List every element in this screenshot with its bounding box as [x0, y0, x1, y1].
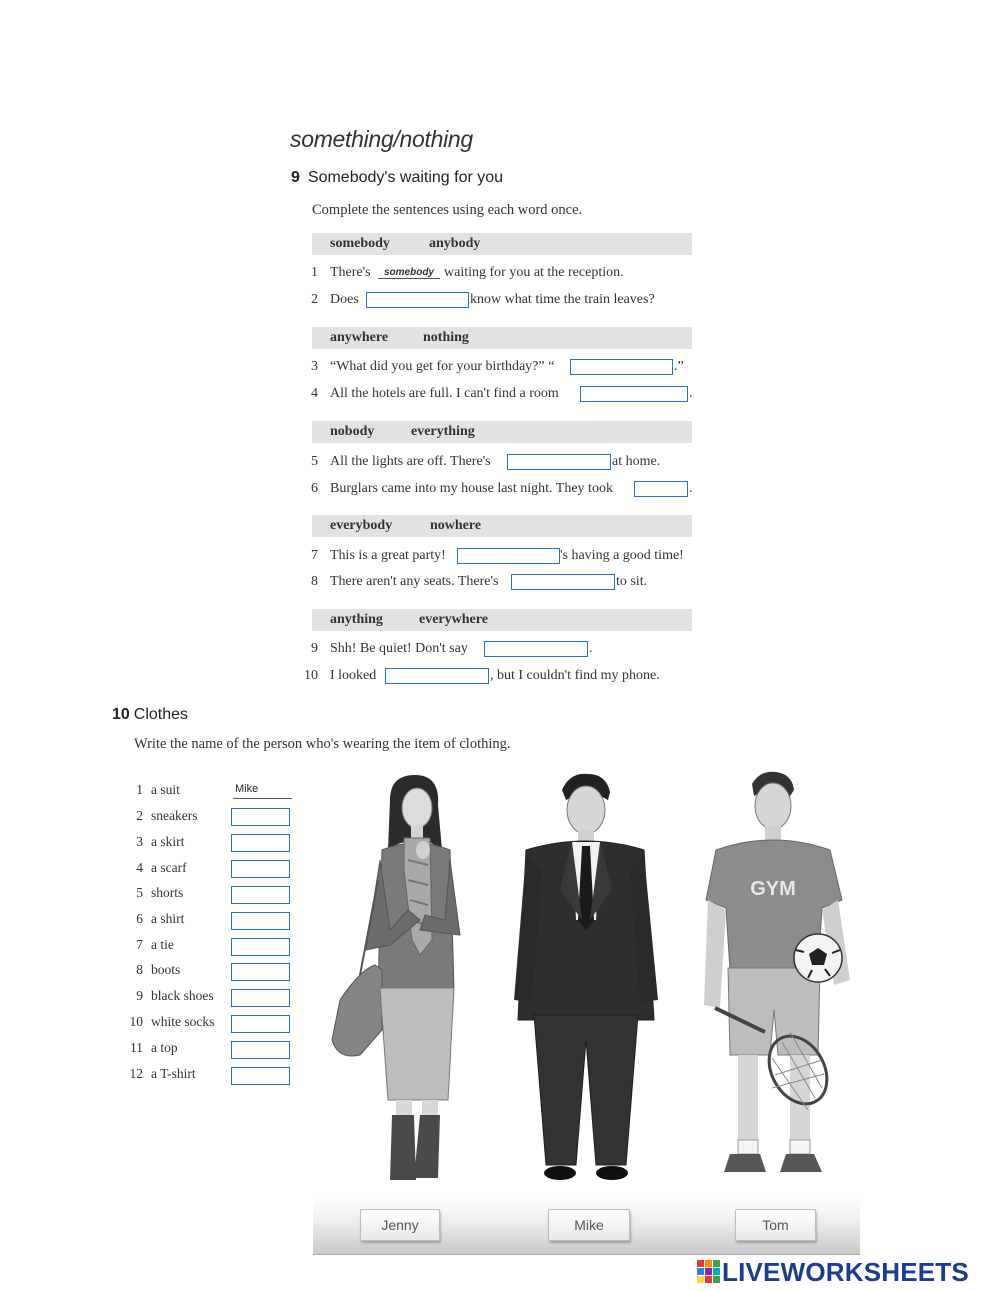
item-label: boots: [151, 962, 181, 977]
item-label: a shirt: [151, 911, 185, 926]
clothing-answer-4[interactable]: [231, 860, 290, 878]
logo-square-icon: [697, 1276, 704, 1283]
logo-square-icon: [705, 1268, 712, 1275]
clothing-answer-3[interactable]: [231, 834, 290, 852]
sentence-text: waiting for you at the reception.: [444, 265, 624, 280]
item-number: 6: [136, 911, 143, 926]
item-label: a scarf: [151, 860, 187, 875]
sentence-text: .: [689, 386, 693, 401]
sentence-number: 10: [304, 668, 318, 683]
clothing-item-2: [125, 808, 197, 824]
sentence-text: All the lights are off. There's: [330, 454, 491, 469]
brand-name: LIVEWORKSHEETS: [722, 1257, 969, 1287]
logo-square-icon: [713, 1276, 720, 1283]
exercise-10-title: Clothes: [133, 706, 189, 723]
sample-answer-mike: Mike: [233, 783, 292, 799]
item-number: 10: [129, 1014, 143, 1029]
sentence-text: .: [589, 641, 593, 656]
sentence-number: 5: [311, 454, 318, 469]
clothing-item-8: [125, 962, 180, 978]
clothing-answer-9[interactable]: [231, 989, 290, 1007]
exercise-9-instruction: Complete the sentences using each word once.: [312, 202, 583, 218]
logo-square-icon: [697, 1268, 704, 1275]
answer-input-8[interactable]: [511, 574, 615, 590]
sentence-text: All the hotels are full. I can't find a room: [330, 386, 559, 401]
sentence-4: [298, 386, 698, 406]
sentence-text: at home.: [612, 454, 661, 469]
answer-input-10[interactable]: [385, 668, 489, 684]
sentence-number: 1: [311, 265, 318, 280]
clothing-item-5: [125, 885, 183, 901]
item-number: 1: [136, 782, 143, 797]
item-label: black shoes: [151, 988, 214, 1003]
answer-input-6[interactable]: [634, 481, 688, 497]
item-number: 2: [136, 808, 143, 823]
sentence-number: 9: [311, 641, 318, 656]
item-label: shorts: [151, 885, 184, 900]
answer-input-5[interactable]: [507, 454, 611, 470]
clothing-item-3: [125, 834, 184, 850]
answer-input-2[interactable]: [366, 292, 469, 308]
name-card-jenny[interactable]: Jenny: [360, 1209, 440, 1241]
item-label: sneakers: [151, 808, 198, 823]
item-number: 9: [136, 988, 143, 1003]
sentence-number: 7: [311, 548, 318, 563]
sentence-7: [298, 548, 698, 568]
logo-square-icon: [697, 1260, 704, 1267]
sentence-text: Shh! Be quiet! Don't say: [330, 641, 468, 656]
sentence-1: [298, 265, 698, 285]
name-card-mike[interactable]: Mike: [548, 1209, 630, 1241]
sentence-3: [298, 359, 698, 379]
exercise-9-title: Somebody's waiting for you: [307, 169, 504, 186]
sentence-text: “What did you get for your birthday?” “: [330, 359, 555, 374]
sentence-text: Burglars came into my house last night. They took: [330, 481, 613, 496]
item-number: 11: [130, 1040, 143, 1055]
sentence-number: 6: [311, 481, 318, 496]
clothing-item-1: [125, 782, 180, 798]
word-bar-1: [312, 233, 692, 255]
item-number: 7: [136, 937, 143, 952]
word-option: anywhere: [330, 330, 389, 345]
sentence-text: There aren't any seats. There's: [330, 574, 499, 589]
word-bar-4: [312, 515, 692, 537]
name-card-tom[interactable]: Tom: [735, 1209, 816, 1241]
sentence-8: [298, 574, 698, 594]
clothing-item-11: [125, 1040, 178, 1056]
sentence-number: 4: [311, 386, 318, 401]
word-bar-5: [312, 609, 692, 631]
clothing-answer-7[interactable]: [231, 938, 290, 956]
clothing-item-9: [125, 988, 214, 1004]
word-option: nothing: [423, 330, 469, 345]
mike-figure: [514, 774, 658, 1180]
sentence-number: 2: [311, 292, 318, 307]
item-label: a tie: [151, 937, 174, 952]
sentence-text: Does: [330, 292, 359, 307]
exercise-10-heading: [112, 706, 188, 724]
sentence-5: [298, 454, 698, 474]
item-label: a top: [151, 1040, 178, 1055]
answer-input-3[interactable]: [570, 359, 673, 375]
sentence-text: .”: [674, 359, 684, 374]
answer-input-9[interactable]: [484, 641, 588, 657]
clothing-item-7: [125, 937, 174, 953]
item-label: a T-shirt: [151, 1066, 196, 1081]
exercise-10-instruction: Write the name of the person who's wearing the item of clothing.: [134, 736, 511, 752]
word-option: everything: [411, 424, 475, 439]
clothing-item-12: [125, 1066, 196, 1082]
logo-square-icon: [705, 1260, 712, 1267]
logo-square-icon: [713, 1268, 720, 1275]
word-option: everybody: [330, 518, 393, 533]
word-option: anything: [330, 612, 383, 627]
jenny-figure: [332, 775, 460, 1180]
sentence-text: I looked: [330, 668, 377, 683]
item-label: white socks: [151, 1014, 215, 1029]
logo-square-icon: [713, 1260, 720, 1267]
sentence-text: to sit.: [616, 574, 648, 589]
sentence-9: [298, 641, 698, 661]
sentence-text: 's having a good time!: [560, 548, 684, 563]
item-label: a skirt: [151, 834, 185, 849]
sentence-2: [298, 292, 698, 312]
word-option: nobody: [330, 424, 375, 439]
item-number: 12: [129, 1066, 143, 1081]
item-number: 3: [136, 834, 143, 849]
people-illustration: [320, 770, 860, 1190]
section-title: something/nothing: [290, 126, 473, 152]
clothing-answer-8[interactable]: [231, 963, 290, 981]
word-bar-2: [312, 327, 692, 349]
clothing-answer-5[interactable]: [231, 886, 290, 904]
sentence-number: 8: [311, 574, 318, 589]
sentence-10: [298, 668, 698, 688]
clothing-answer-12[interactable]: [231, 1067, 290, 1085]
sentence-text: , but I couldn't find my phone.: [490, 668, 660, 683]
word-option: nowhere: [430, 518, 482, 533]
sentence-number: 3: [311, 359, 318, 374]
sentence-text: .: [689, 481, 693, 496]
word-bar-3: [312, 421, 692, 443]
sample-answer: somebody: [378, 267, 440, 279]
gym-print: GYM: [750, 878, 796, 900]
clothing-item-4: [125, 860, 187, 876]
clothing-answer-6[interactable]: [231, 912, 290, 930]
clothing-answer-11[interactable]: [231, 1041, 290, 1059]
answer-input-7[interactable]: [457, 548, 560, 564]
logo-square-icon: [705, 1276, 712, 1283]
sentence-text: There's: [330, 265, 371, 280]
exercise-10-number: 10: [112, 706, 130, 723]
word-option: somebody: [330, 236, 390, 251]
exercise-9-number: 9: [291, 169, 300, 186]
word-option: anybody: [429, 236, 481, 251]
item-number: 5: [136, 885, 143, 900]
clothing-answer-10[interactable]: [231, 1015, 290, 1033]
sentence-6: [298, 481, 698, 501]
answer-input-4[interactable]: [580, 386, 688, 402]
clothing-item-6: [125, 911, 184, 927]
sentence-text: This is a great party!: [330, 548, 446, 563]
word-option: everywhere: [419, 612, 488, 627]
clothing-answer-2[interactable]: [231, 808, 290, 826]
sentence-text: know what time the train leaves?: [470, 292, 655, 307]
item-number: 4: [136, 860, 143, 875]
item-number: 8: [136, 962, 143, 977]
item-label: a suit: [151, 782, 180, 797]
tom-figure: [704, 772, 850, 1172]
clothing-item-10: [125, 1014, 214, 1030]
exercise-9-heading: [291, 169, 503, 187]
